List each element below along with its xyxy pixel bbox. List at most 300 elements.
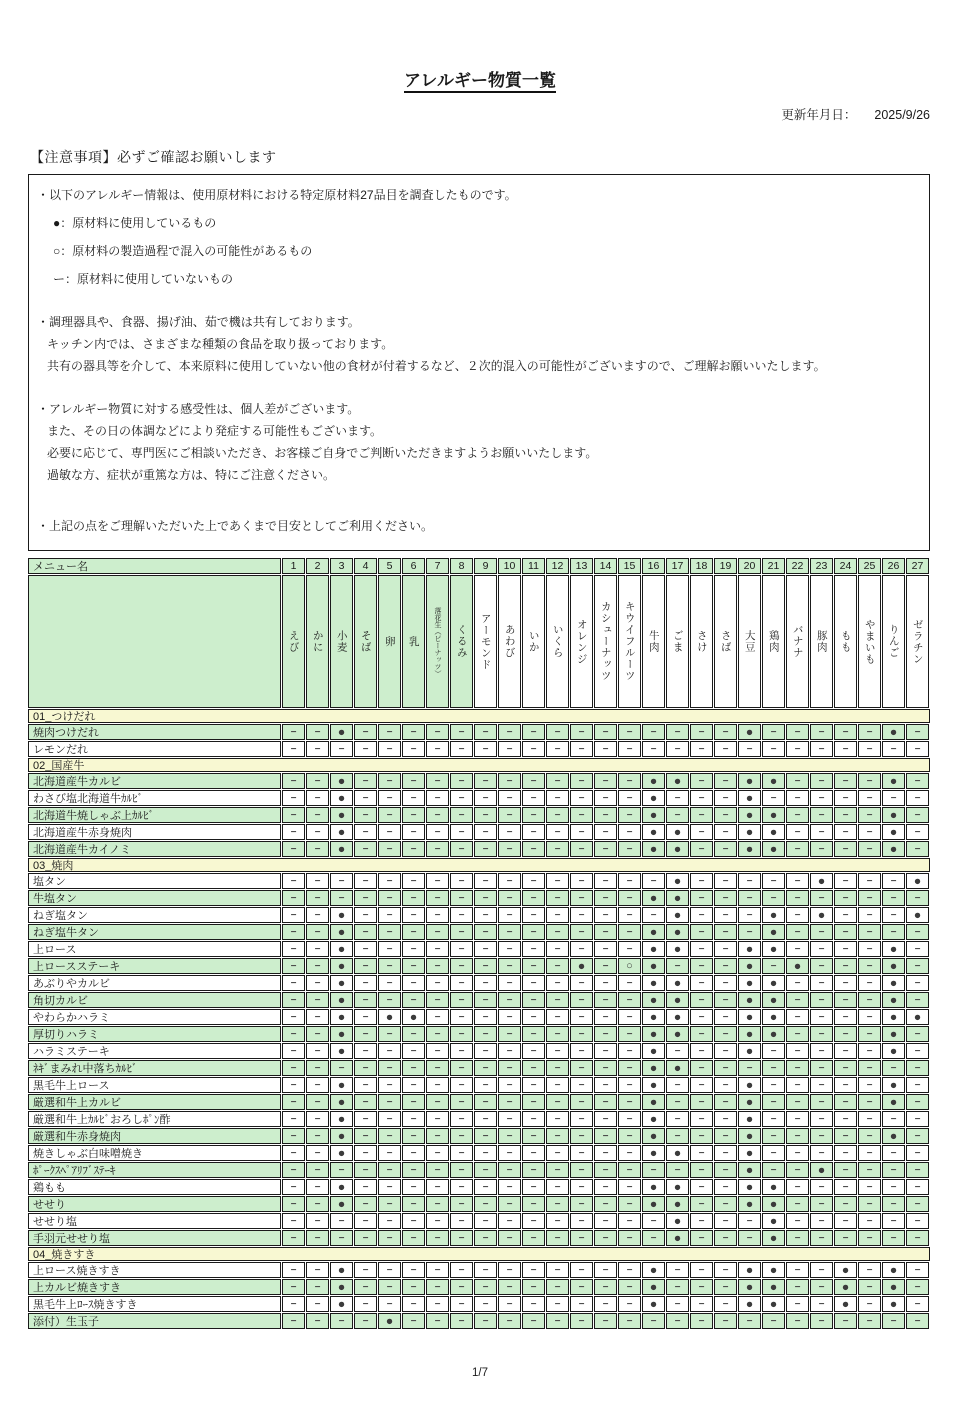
allergen-document-page (0, 66, 960, 1423)
allergen-mark-cell: − (618, 741, 641, 757)
allergen-mark-cell: − (426, 1077, 449, 1093)
allergen-mark-cell: − (474, 1077, 497, 1093)
updated-date-line (0, 105, 930, 123)
allergen-mark-cell: − (498, 924, 521, 940)
allergen-mark-cell: − (714, 1262, 737, 1278)
allergen-mark-cell: − (858, 1313, 881, 1329)
allergen-mark-cell: − (306, 807, 329, 823)
allergen-mark-cell: − (618, 1145, 641, 1161)
allergen-mark-cell: − (714, 1128, 737, 1144)
allergen-mark-cell: − (306, 1296, 329, 1312)
allergen-mark-cell: ● (330, 958, 353, 974)
allergen-mark-cell: − (786, 1077, 809, 1093)
allergen-mark-cell: − (498, 1279, 521, 1295)
allergen-mark-cell: − (306, 1179, 329, 1195)
column-number-cell: 22 (786, 558, 809, 574)
allergen-mark-cell: − (642, 741, 665, 757)
allergen-mark-cell: − (810, 1313, 833, 1329)
allergen-mark-cell: ● (738, 1145, 761, 1161)
allergen-mark-cell: − (450, 1262, 473, 1278)
allergen-mark-cell: − (810, 790, 833, 806)
allergen-mark-cell: − (834, 1009, 857, 1025)
allergen-mark-cell: − (834, 1313, 857, 1329)
allergen-mark-cell: − (450, 907, 473, 923)
allergen-mark-cell: − (666, 741, 689, 757)
allergen-mark-cell: − (546, 724, 569, 740)
allergen-mark-cell: − (618, 1279, 641, 1295)
allergen-mark-cell: − (786, 1296, 809, 1312)
allergen-mark-cell: − (594, 1296, 617, 1312)
allergen-mark-cell: − (810, 1179, 833, 1195)
allergen-mark-cell: − (546, 1262, 569, 1278)
page-title-text: アレルギー物質一覧 (404, 71, 556, 93)
menu-name-cell: 角切カルビ (28, 992, 281, 1008)
allergen-mark-cell: − (546, 807, 569, 823)
allergen-mark-cell: − (666, 724, 689, 740)
allergen-mark-cell: − (810, 975, 833, 991)
allergen-mark-cell: ● (882, 724, 905, 740)
allergen-mark-cell: − (450, 1128, 473, 1144)
allergen-mark-cell: ● (738, 1077, 761, 1093)
allergen-mark-cell: − (594, 1043, 617, 1059)
column-number-cell: 14 (594, 558, 617, 574)
column-name-cell: 牛肉 (642, 575, 665, 708)
allergen-mark-cell: ● (330, 773, 353, 789)
allergen-mark-cell: − (642, 1213, 665, 1229)
allergen-mark-cell: − (858, 992, 881, 1008)
allergen-mark-cell: − (690, 773, 713, 789)
allergen-mark-cell: − (618, 907, 641, 923)
allergen-mark-cell: − (474, 1009, 497, 1025)
allergen-mark-cell: ● (330, 1196, 353, 1212)
allergen-mark-cell: − (474, 1162, 497, 1178)
allergen-mark-cell: − (330, 1060, 353, 1076)
allergen-mark-cell: − (474, 941, 497, 957)
allergen-mark-cell: − (786, 807, 809, 823)
allergen-mark-cell: − (834, 1213, 857, 1229)
column-name-cell: 落花生（ピーナッツ） (426, 575, 449, 708)
allergen-mark-cell: ● (762, 841, 785, 857)
allergen-mark-cell: − (426, 907, 449, 923)
allergen-mark-cell: ● (642, 1128, 665, 1144)
allergen-mark-cell: ● (666, 841, 689, 857)
allergen-mark-cell: ● (738, 1009, 761, 1025)
allergen-mark-cell: ● (642, 1094, 665, 1110)
allergen-mark-cell: − (354, 958, 377, 974)
allergen-mark-cell: − (306, 1162, 329, 1178)
column-number-cell: 25 (858, 558, 881, 574)
allergen-mark-cell: ● (738, 841, 761, 857)
allergen-mark-cell: ● (762, 924, 785, 940)
column-number-cell: 21 (762, 558, 785, 574)
allergen-mark-cell: − (522, 807, 545, 823)
menu-row (28, 773, 930, 789)
allergen-mark-cell: − (834, 975, 857, 991)
allergen-mark-cell: − (402, 1279, 425, 1295)
menu-name-cell: 焼きしゃぶ白味噌焼き (28, 1145, 281, 1161)
allergen-mark-cell: − (378, 1262, 401, 1278)
menu-name-cell: 焼肉つけだれ (28, 724, 281, 740)
allergen-mark-cell: − (570, 907, 593, 923)
allergen-mark-cell: − (714, 1043, 737, 1059)
allergen-mark-cell: − (714, 790, 737, 806)
allergen-mark-cell: − (498, 1213, 521, 1229)
allergen-mark-cell: ● (882, 1262, 905, 1278)
column-number-cell: 3 (330, 558, 353, 574)
allergen-mark-cell: − (834, 741, 857, 757)
allergen-mark-cell: − (906, 790, 929, 806)
category-row (28, 858, 930, 872)
allergen-mark-cell: − (570, 1296, 593, 1312)
allergen-mark-cell: ● (810, 873, 833, 889)
allergen-mark-cell: − (546, 1296, 569, 1312)
allergen-mark-cell: ● (738, 790, 761, 806)
allergen-mark-cell: − (858, 1230, 881, 1246)
allergen-mark-cell: − (714, 958, 737, 974)
allergen-mark-cell: − (402, 1060, 425, 1076)
allergen-mark-cell: − (666, 790, 689, 806)
allergen-mark-cell: − (354, 1009, 377, 1025)
allergen-mark-cell: − (354, 924, 377, 940)
allergen-mark-cell: − (426, 1009, 449, 1025)
allergen-mark-cell: − (306, 1060, 329, 1076)
allergen-mark-cell: − (354, 1279, 377, 1295)
allergen-mark-cell: − (714, 1009, 737, 1025)
allergen-mark-cell: − (642, 907, 665, 923)
menu-name-cell: 黒毛牛上ﾛｰｽ焼きすき (28, 1296, 281, 1312)
allergen-mark-cell: − (714, 890, 737, 906)
column-number-cell: 11 (522, 558, 545, 574)
allergen-mark-cell: − (810, 1128, 833, 1144)
allergen-mark-cell: − (906, 1094, 929, 1110)
allergen-mark-cell: − (762, 1145, 785, 1161)
column-number-cell: 26 (882, 558, 905, 574)
allergen-mark-cell: − (690, 1313, 713, 1329)
allergen-mark-cell: − (522, 773, 545, 789)
allergen-mark-cell: ● (666, 1060, 689, 1076)
allergen-mark-cell: − (906, 807, 929, 823)
allergen-mark-cell: ● (642, 890, 665, 906)
allergen-mark-cell: − (858, 958, 881, 974)
allergen-mark-cell: − (906, 1262, 929, 1278)
allergen-mark-cell: − (378, 1213, 401, 1229)
allergen-mark-cell: − (306, 1111, 329, 1127)
allergen-mark-cell: − (474, 992, 497, 1008)
allergen-mark-cell: − (666, 1313, 689, 1329)
allergen-mark-cell: − (474, 1196, 497, 1212)
allergen-mark-cell: − (522, 741, 545, 757)
allergen-mark-cell: − (378, 992, 401, 1008)
allergen-mark-cell: − (522, 1026, 545, 1042)
allergen-mark-cell: − (594, 1145, 617, 1161)
category-row (28, 1247, 930, 1261)
allergen-mark-cell: − (570, 1196, 593, 1212)
allergen-mark-cell: ● (906, 907, 929, 923)
notice-line: ー：原材料に使用していないもの (53, 272, 234, 286)
allergen-mark-cell: − (834, 790, 857, 806)
allergen-mark-cell: − (522, 1196, 545, 1212)
allergen-mark-cell: − (522, 1145, 545, 1161)
allergen-mark-cell: − (354, 1128, 377, 1144)
menu-row (28, 1230, 930, 1246)
allergen-mark-cell: ● (642, 807, 665, 823)
allergen-mark-cell: ● (330, 1094, 353, 1110)
allergen-mark-cell: − (282, 992, 305, 1008)
menu-row (28, 958, 930, 974)
allergen-mark-cell: − (498, 992, 521, 1008)
allergen-mark-cell: − (906, 1043, 929, 1059)
allergen-mark-cell: ● (330, 1077, 353, 1093)
allergen-mark-cell: − (810, 941, 833, 957)
allergen-mark-cell: − (762, 1111, 785, 1127)
menu-row (28, 1162, 930, 1178)
allergen-mark-cell: − (474, 1262, 497, 1278)
allergen-mark-cell: ● (666, 1026, 689, 1042)
allergen-mark-cell: − (810, 807, 833, 823)
allergen-mark-cell: − (882, 873, 905, 889)
allergen-mark-cell: ● (810, 1162, 833, 1178)
notice-line: ○：原材料の製造過程で混入の可能性があるもの (53, 244, 313, 258)
allergen-mark-cell: − (570, 1262, 593, 1278)
allergen-mark-cell: ● (330, 807, 353, 823)
allergen-mark-cell: ● (642, 1026, 665, 1042)
allergen-mark-cell: − (834, 1162, 857, 1178)
allergen-mark-cell: − (858, 924, 881, 940)
allergen-mark-cell: ● (882, 1026, 905, 1042)
allergen-mark-cell: − (546, 1094, 569, 1110)
allergen-mark-cell: − (618, 992, 641, 1008)
allergen-mark-cell: − (834, 1026, 857, 1042)
allergen-mark-cell: − (282, 975, 305, 991)
updated-date-value: 2025/9/26 (874, 108, 930, 122)
menu-name-cell: やわらかハラミ (28, 1009, 281, 1025)
menu-row (28, 1077, 930, 1093)
menu-name-cell: 鶏もも (28, 1179, 281, 1195)
allergen-mark-cell: − (402, 841, 425, 857)
allergen-mark-cell: − (450, 1162, 473, 1178)
allergen-mark-cell: − (546, 741, 569, 757)
allergen-mark-cell: − (690, 890, 713, 906)
allergen-mark-cell: − (786, 924, 809, 940)
menu-row (28, 741, 930, 757)
allergen-mark-cell: − (282, 1026, 305, 1042)
allergen-mark-cell: − (594, 824, 617, 840)
allergen-mark-cell: ● (666, 1009, 689, 1025)
allergen-mark-cell: − (594, 1196, 617, 1212)
allergen-mark-cell: ● (810, 907, 833, 923)
column-name-cell: やまいも (858, 575, 881, 708)
allergen-mark-cell: − (762, 724, 785, 740)
allergen-mark-cell: − (282, 1009, 305, 1025)
allergen-mark-cell: − (570, 841, 593, 857)
allergen-mark-cell: ● (330, 824, 353, 840)
allergen-mark-cell: ● (666, 1179, 689, 1195)
allergen-mark-cell: ● (330, 1279, 353, 1295)
allergen-mark-cell: ● (642, 790, 665, 806)
allergen-mark-cell: ● (330, 1009, 353, 1025)
allergen-mark-cell: − (858, 1262, 881, 1278)
allergen-mark-cell: − (426, 1111, 449, 1127)
allergen-mark-cell: − (738, 1230, 761, 1246)
menu-row (28, 1026, 930, 1042)
allergen-mark-cell: − (690, 824, 713, 840)
allergen-mark-cell: − (882, 1060, 905, 1076)
allergen-mark-cell: − (666, 1162, 689, 1178)
allergen-mark-cell: − (570, 873, 593, 889)
allergen-mark-cell: − (402, 924, 425, 940)
allergen-mark-cell: − (714, 1213, 737, 1229)
allergen-mark-cell: − (450, 1060, 473, 1076)
allergen-mark-cell: − (426, 1128, 449, 1144)
menu-name-cell: 厳選和牛上ｶﾙﾋﾞおろしﾎﾟﾝ酢 (28, 1111, 281, 1127)
allergen-mark-cell: − (690, 1296, 713, 1312)
allergen-mark-cell: − (810, 1213, 833, 1229)
allergen-mark-cell: − (882, 741, 905, 757)
allergen-mark-cell: − (810, 724, 833, 740)
allergen-mark-cell: − (906, 1060, 929, 1076)
allergen-mark-cell: − (642, 724, 665, 740)
allergen-mark-cell: − (354, 1060, 377, 1076)
notice-line: ・上記の点をご理解いただいた上であくまで目安としてご利用ください。 (37, 519, 434, 533)
allergen-mark-cell: ● (666, 1213, 689, 1229)
allergen-mark-cell: − (306, 1094, 329, 1110)
allergen-mark-cell: − (378, 924, 401, 940)
allergen-mark-cell: ● (666, 890, 689, 906)
allergen-mark-cell: − (738, 873, 761, 889)
allergen-mark-cell: − (786, 1060, 809, 1076)
allergen-mark-cell: − (426, 873, 449, 889)
allergen-mark-cell: − (354, 1313, 377, 1329)
allergen-mark-cell: − (570, 1043, 593, 1059)
allergen-mark-cell: − (762, 958, 785, 974)
menu-name-cell: 厳選和牛赤身焼肉 (28, 1128, 281, 1144)
notice-line: 共有の器具等を介して、本来原料に使用していない他の食材が付着するなど、２次的混入の可能性がございますので、ご理解お願いいたします。 (47, 359, 826, 373)
allergen-mark-cell: − (282, 890, 305, 906)
allergen-mark-cell: − (594, 1111, 617, 1127)
allergen-mark-cell: − (714, 1077, 737, 1093)
allergen-mark-cell: ● (666, 941, 689, 957)
menu-row (28, 1179, 930, 1195)
allergen-mark-cell: − (426, 1213, 449, 1229)
allergen-mark-cell: − (570, 1213, 593, 1229)
allergen-mark-cell: − (402, 1145, 425, 1161)
allergen-mark-cell: − (690, 924, 713, 940)
allergen-mark-cell: − (618, 1043, 641, 1059)
allergen-mark-cell: − (714, 841, 737, 857)
allergen-mark-cell: − (786, 790, 809, 806)
allergen-mark-cell: − (690, 1196, 713, 1212)
allergen-mark-cell: − (546, 907, 569, 923)
menu-row (28, 807, 930, 823)
allergen-mark-cell: − (474, 1179, 497, 1195)
allergen-mark-cell: − (786, 975, 809, 991)
column-name-cell: アーモンド (474, 575, 497, 708)
allergen-mark-cell: − (330, 890, 353, 906)
allergen-mark-cell: − (498, 741, 521, 757)
menu-row (28, 1145, 930, 1161)
allergen-mark-cell: − (306, 992, 329, 1008)
allergen-mark-cell: − (906, 958, 929, 974)
allergen-mark-cell: − (306, 741, 329, 757)
allergen-mark-cell: − (546, 1145, 569, 1161)
allergen-mark-cell: ● (642, 1196, 665, 1212)
allergen-mark-cell: − (834, 924, 857, 940)
allergen-mark-cell: − (618, 1111, 641, 1127)
allergen-mark-cell: − (474, 824, 497, 840)
allergen-mark-cell: ● (834, 1262, 857, 1278)
allergen-mark-cell: − (666, 1296, 689, 1312)
allergen-mark-cell: − (282, 941, 305, 957)
allergen-mark-cell: − (570, 1128, 593, 1144)
menu-row (28, 907, 930, 923)
allergen-mark-cell: − (570, 975, 593, 991)
allergen-mark-cell: − (834, 824, 857, 840)
allergen-mark-cell: − (450, 1094, 473, 1110)
allergen-mark-cell: − (522, 824, 545, 840)
allergen-mark-cell: − (450, 1179, 473, 1195)
allergen-mark-cell: − (378, 741, 401, 757)
allergen-mark-cell: − (378, 790, 401, 806)
menu-name-cell: せせり塩 (28, 1213, 281, 1229)
allergen-mark-cell: − (690, 790, 713, 806)
allergen-mark-cell: ● (642, 773, 665, 789)
menu-name-cell: ねぎ塩タン (28, 907, 281, 923)
allergen-mark-cell: − (906, 1213, 929, 1229)
allergen-mark-cell: − (282, 1196, 305, 1212)
allergen-mark-cell: − (498, 941, 521, 957)
allergen-mark-cell: ● (762, 807, 785, 823)
menu-row (28, 1313, 930, 1329)
allergen-mark-cell: − (354, 890, 377, 906)
allergen-mark-cell: ● (642, 1043, 665, 1059)
allergen-mark-cell: − (354, 1094, 377, 1110)
allergen-mark-cell: − (402, 773, 425, 789)
allergen-mark-cell: ● (738, 1262, 761, 1278)
column-name-cell: さば (714, 575, 737, 708)
allergen-mark-cell: − (522, 1043, 545, 1059)
allergen-mark-cell: − (402, 992, 425, 1008)
allergen-mark-cell: − (474, 1043, 497, 1059)
allergen-mark-cell: − (570, 790, 593, 806)
allergen-mark-cell: − (498, 724, 521, 740)
allergen-mark-cell: − (570, 1179, 593, 1195)
allergen-mark-cell: − (810, 1279, 833, 1295)
allergen-mark-cell: − (786, 1043, 809, 1059)
allergen-mark-cell: − (402, 1296, 425, 1312)
allergen-mark-cell: − (474, 1145, 497, 1161)
menu-header-cell: メニュー名 (28, 558, 281, 574)
allergen-mark-cell: − (882, 1145, 905, 1161)
allergen-mark-cell: − (522, 1162, 545, 1178)
allergen-mark-cell: ● (330, 1145, 353, 1161)
allergen-mark-cell: − (810, 958, 833, 974)
updated-date-label: 更新年月日： (781, 108, 857, 122)
allergen-mark-cell: − (810, 1043, 833, 1059)
allergen-mark-cell: − (306, 1009, 329, 1025)
allergen-mark-cell: ● (330, 1043, 353, 1059)
allergen-mark-cell: − (546, 773, 569, 789)
allergen-mark-cell: − (738, 1060, 761, 1076)
allergen-mark-cell: − (858, 1162, 881, 1178)
allergen-mark-cell: − (618, 1009, 641, 1025)
allergen-mark-cell: − (858, 841, 881, 857)
allergen-mark-cell: − (474, 1279, 497, 1295)
allergen-mark-cell: − (810, 924, 833, 940)
allergen-mark-cell: − (690, 807, 713, 823)
allergen-mark-cell: ● (882, 1279, 905, 1295)
allergen-mark-cell: − (354, 1196, 377, 1212)
allergen-mark-cell: − (666, 1128, 689, 1144)
